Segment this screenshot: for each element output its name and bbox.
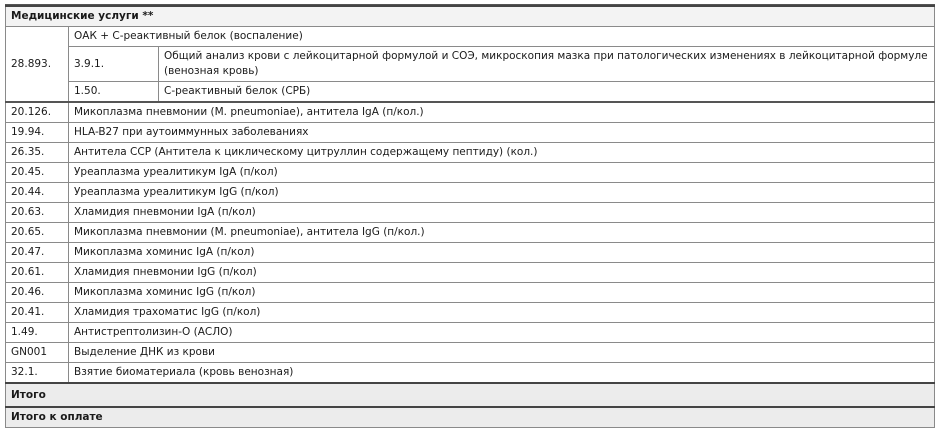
table-row [6,102,935,123]
service-name: Уреаплазма уреалитикум IgA (п/кол) [69,163,935,183]
service-code: 20.46. [6,283,69,303]
table-row [6,263,935,283]
table-row [6,203,935,223]
table-row [6,323,935,343]
service-name: Уреаплазма уреалитикум IgG (п/кол) [69,183,935,203]
service-name: Микоплазма пневмонии (M. pneumoniae), антитела IgA (п/кол.) [69,102,935,123]
service-code: 26.35. [6,143,69,163]
service-code: 20.45. [6,163,69,183]
table-row [6,123,935,143]
table-row [6,143,935,163]
group-item-code: 3.9.1. [69,47,159,82]
group-item-code: 1.50. [69,82,159,103]
service-code: 1.49. [6,323,69,343]
services-table [5,5,935,428]
group-title: ОАК + С-реактивный белок (воспаление) [69,27,935,47]
service-code: 20.126. [6,102,69,123]
service-name: Хламидия пневмонии IgG (п/кол) [69,263,935,283]
service-code: 19.94. [6,123,69,143]
total-row [6,407,935,428]
table-row [6,183,935,203]
service-name: Антитела ССР (Антитела к циклическому цитруллин содержащему пептиду) (кол.) [69,143,935,163]
table-row [6,343,935,363]
service-name: Хламидия трахоматис IgG (п/кол) [69,303,935,323]
section-title: Медицинские услуги ** [6,6,935,27]
table-row [6,163,935,183]
service-code: GN001 [6,343,69,363]
service-name: Микоплазма хоминис IgA (п/кол) [69,243,935,263]
service-code: 20.44. [6,183,69,203]
table-row [6,303,935,323]
service-code: 20.65. [6,223,69,243]
service-code: 32.1. [6,363,69,384]
service-name: Взятие биоматериала (кровь венозная) [69,363,935,384]
table-row [6,223,935,243]
group-code: 28.893. [6,27,69,103]
total-row [6,383,935,407]
service-code: 20.47. [6,243,69,263]
service-code: 20.61. [6,263,69,283]
service-name: Хламидия пневмонии IgA (п/кол) [69,203,935,223]
service-name: Антистрептолизин-О (АСЛО) [69,323,935,343]
table-row [6,243,935,263]
group-item-name: Общий анализ крови с лейкоцитарной формулой и СОЭ, микроскопия мазка при патологических изменениях в лейкоцитарной формуле (венозная кровь) [159,47,935,82]
to-pay-row-label: Итого к оплате [6,407,935,428]
service-name: Микоплазма пневмонии (M. pneumoniae), антитела IgG (п/кол.) [69,223,935,243]
table-row [6,283,935,303]
total-row-label: Итого [6,383,935,407]
service-name: Выделение ДНК из крови [69,343,935,363]
group-item-name: С-реактивный белок (СРБ) [159,82,935,103]
service-code: 20.41. [6,303,69,323]
service-name: Микоплазма хоминис IgG (п/кол) [69,283,935,303]
service-code: 20.63. [6,203,69,223]
service-name: HLA-B27 при аутоиммунных заболеваниях [69,123,935,143]
table-row [6,363,935,384]
